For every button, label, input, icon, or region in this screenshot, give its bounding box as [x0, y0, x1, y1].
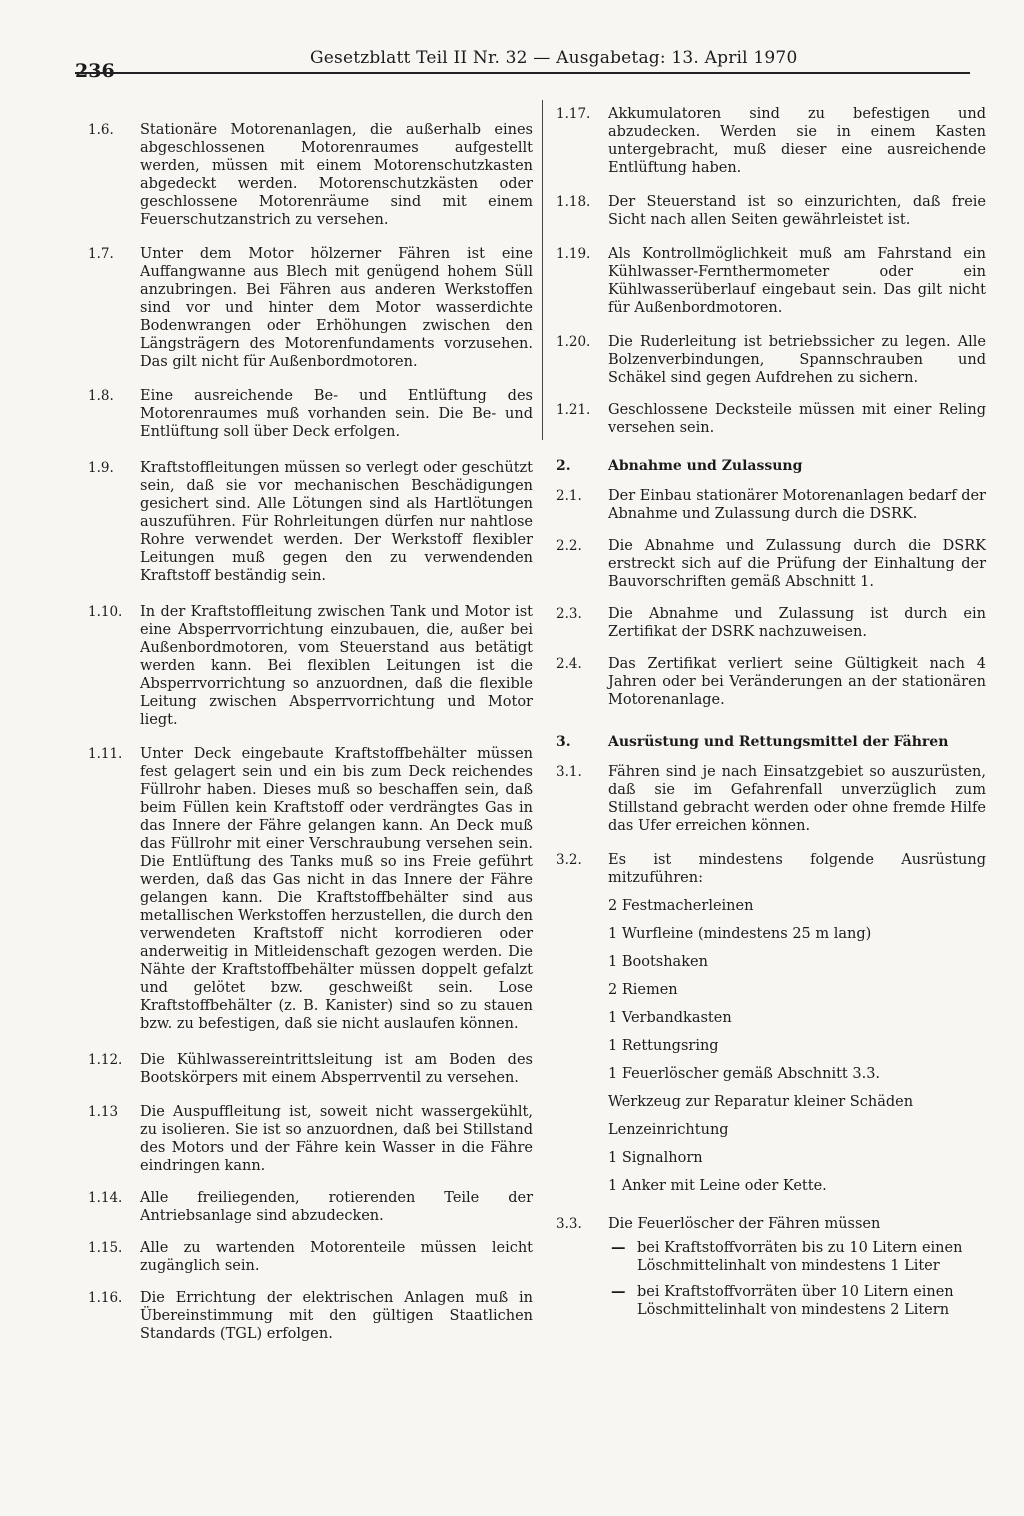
- paragraph-1-20-num: 1.20.: [556, 334, 591, 350]
- section-heading-3-num: 3.: [556, 734, 571, 750]
- paragraph-1-10: [88, 603, 533, 729]
- paragraph-1-9-text: Kraftstoffleitungen müssen so verlegt oder geschützt sein, daß sie vor mechanischen Beschädigungen gesichert sind. Alle Lötungen sind als Hartlötungen auszuführen. Für Rohrleitungen dürfen nur nahtlose Rohre verwendet werden. Der Werkstoff flexibler Leitungen muß gegen den zu verwendenden Kraftstoff beständig sein.: [140, 460, 533, 584]
- extinguisher-requirement-text: bei Kraftstoffvorräten über 10 Litern einen Löschmittelinhalt von mindestens 2 Litern: [637, 1284, 954, 1318]
- equipment-list-item: 1 Feuerlöscher gemäß Abschnitt 3.3.: [608, 1066, 881, 1082]
- paragraph-2-1-num: 2.1.: [556, 488, 582, 504]
- equipment-list-item: Werkzeug zur Reparatur kleiner Schäden: [608, 1094, 914, 1110]
- paragraph-1-20: [556, 333, 986, 387]
- paragraph-1-15-num: 1.15.: [88, 1240, 123, 1256]
- right-column: [556, 105, 986, 1319]
- paragraph-1-21: [556, 401, 986, 437]
- equipment-list-item: 2 Festmacherleinen: [608, 898, 754, 914]
- paragraph-2-4: [556, 655, 986, 709]
- paragraph-1-18: [556, 193, 986, 229]
- paragraph-1-16-text: Die Errichtung der elektrischen Anlagen muß in Übereinstimmung mit den gültigen Staatlichen Standards (TGL) erfolgen.: [140, 1290, 533, 1342]
- header-rule: [75, 72, 970, 74]
- paragraph-1-17: [556, 105, 986, 177]
- paragraph-2-4-num: 2.4.: [556, 656, 582, 672]
- section-heading-2: [556, 457, 986, 475]
- paragraph-1-6-text: Stationäre Motorenanlagen, die außerhalb eines abgeschlossenen Motorenraumes aufgestellt werden, müssen mit einem Motorenschutzkasten abgedeckt werden. Motorenschutzkästen oder geschlossene Motorenräume sind mit einem Feuerschutzanstrich zu versehen.: [140, 122, 533, 228]
- paragraph-1-7: [88, 245, 533, 371]
- paragraph-2-1-text: Der Einbau stationärer Motorenanlagen bedarf der Abnahme und Zulassung durch die DSRK.: [608, 488, 986, 522]
- equipment-list-item: 1 Rettungsring: [608, 1038, 719, 1054]
- paragraph-1-15-text: Alle zu wartenden Motorenteile müssen leicht zugänglich sein.: [140, 1240, 533, 1274]
- paragraph-1-9: [88, 459, 533, 585]
- paragraph-1-14-num: 1.14.: [88, 1190, 123, 1206]
- equipment-list-item: 1 Signalhorn: [608, 1150, 703, 1166]
- paragraph-1-9-num: 1.9.: [88, 460, 114, 476]
- paragraph-1-12-num: 1.12.: [88, 1052, 123, 1068]
- page-number: 236: [75, 60, 115, 82]
- paragraph-2-2-text: Die Abnahme und Zulassung durch die DSRK erstreckt sich auf die Prüfung der Einhaltung der Bauvorschriften gemäß Abschnitt 1.: [608, 538, 986, 590]
- extinguisher-requirement-text: bei Kraftstoffvorräten bis zu 10 Litern einen Löschmittelinhalt von mindestens 1 Liter: [637, 1240, 963, 1274]
- dash-marker: —: [611, 1239, 626, 1256]
- equipment-list-item: 1 Verbandkasten: [608, 1010, 732, 1026]
- paragraph-1-19-text: Als Kontrollmöglichkeit muß am Fahrstand ein Kühlwasser-Fernthermometer oder ein Kühlwasserüberlauf eingebaut sein. Das gilt nicht für Außenbordmotoren.: [608, 246, 986, 316]
- paragraph-1-21-text: Geschlossene Decksteile müssen mit einer Reling versehen sein.: [608, 402, 986, 436]
- paragraph-2-3-text: Die Abnahme und Zulassung ist durch ein Zertifikat der DSRK nachzuweisen.: [608, 606, 986, 640]
- paragraph-1-10-num: 1.10.: [88, 604, 123, 620]
- paragraph-2-2-num: 2.2.: [556, 538, 582, 554]
- paragraph-1-13-text: Die Auspuffleitung ist, soweit nicht wassergekühlt, zu isolieren. Sie ist so anzuordnen, daß bei Stillstand des Motors und der Fähre kein Wasser in die Fähre eindringen kann.: [140, 1104, 533, 1174]
- paragraph-1-13: [88, 1103, 533, 1175]
- paragraph-1-12: [88, 1051, 533, 1087]
- paragraph-1-11-num: 1.11.: [88, 746, 123, 762]
- paragraph-1-11-text: Unter Deck eingebaute Kraftstoffbehälter müssen fest gelagert sein und ein bis zum Deck reichendes Füllrohr haben. Dieses muß so beschaffen sein, daß beim Füllen kein Kraftstoff oder verdrängtes Gas in das Innere der Fähre gelangen kann. An Deck muß das Füllrohr mit einer Verschraubung versehen sein. Die Entlüftung des Tanks muß so ins Freie geführt werden, daß das Gas nicht in das Innere der Fähre gelangen kann. Die Kraftstoffbehälter sind aus metallischen Werkstoffen herzustellen, die durch den verwendeten Kraftstoff nicht korrodieren oder anderweitig in Mitleidenschaft gezogen werden. Die Nähte der Kraftstoffbehälter müssen doppelt gefalzt und gelötet bzw. geschweißt sein. Lose Kraftstoffbehälter (z. B. Kanister) sind so zu stauen bzw. zu befestigen, daß sie nicht auslaufen können.: [140, 746, 534, 1032]
- paragraph-1-12-text: Die Kühlwassereintrittsleitung ist am Boden des Bootskörpers mit einem Absperrventil zu versehen.: [140, 1052, 533, 1086]
- paragraph-1-20-text: Die Ruderleitung ist betriebssicher zu legen. Alle Bolzenverbindungen, Spannschrauben und Schäkel sind gegen Aufdrehen zu sichern.: [608, 334, 986, 386]
- equipment-list-item: Lenzeinrichtung: [608, 1122, 729, 1138]
- paragraph-2-2: [556, 537, 986, 591]
- paragraph-1-21-num: 1.21.: [556, 402, 591, 418]
- column-divider: [542, 100, 543, 440]
- paragraph-1-18-num: 1.18.: [556, 194, 591, 210]
- paragraph-3-1-num: 3.1.: [556, 764, 582, 780]
- paragraph-2-3: [556, 605, 986, 641]
- paragraph-3-3: [556, 1215, 986, 1233]
- paragraph-3-2-num: 3.2.: [556, 852, 582, 868]
- section-heading-3: [556, 733, 986, 751]
- paragraph-2-1: [556, 487, 986, 523]
- paragraph-1-14-text: Alle freiliegenden, rotierenden Teile der Antriebsanlage sind abzudecken.: [140, 1190, 533, 1224]
- paragraph-1-8-num: 1.8.: [88, 388, 114, 404]
- running-head: Gesetzblatt Teil II Nr. 32 — Ausgabetag: 13. April 1970: [310, 48, 798, 68]
- paragraph-1-7-num: 1.7.: [88, 246, 114, 262]
- paragraph-1-16: [88, 1289, 533, 1343]
- equipment-list-item: 1 Wurfleine (mindestens 25 m lang): [608, 926, 872, 942]
- paragraph-2-4-text: Das Zertifikat verliert seine Gültigkeit nach 4 Jahren oder bei Veränderungen an der stationären Motorenanlage.: [608, 656, 986, 708]
- section-heading-2-num: 2.: [556, 458, 571, 474]
- equipment-list-item: 2 Riemen: [608, 982, 678, 998]
- paragraph-1-11: [88, 745, 533, 1033]
- paragraph-1-7-text: Unter dem Motor hölzerner Fähren ist eine Auffangwanne aus Blech mit genügend hohem Süll anzubringen. Bei Fähren aus anderen Werkstoffen sind vor und hinter dem Motor wasserdichte Bodenwrangen oder Erhöhungen zwischen den Längsträgern des Motorenfundaments vorzusehen. Das gilt nicht für Außenbordmotoren.: [140, 246, 533, 370]
- section-heading-2-title: Abnahme und Zulassung: [608, 458, 803, 474]
- paragraph-1-19: [556, 245, 986, 317]
- paragraph-1-8-text: Eine ausreichende Be- und Entlüftung des Motorenraumes muß vorhanden sein. Die Be- und Entlüftung soll über Deck erfolgen.: [140, 388, 533, 440]
- paragraph-1-14: [88, 1189, 533, 1225]
- paragraph-1-8: [88, 387, 533, 441]
- paragraph-3-2: [556, 851, 986, 887]
- section-heading-3-title: Ausrüstung und Rettungsmittel der Fähren: [608, 734, 949, 750]
- extinguisher-requirement: [611, 1283, 986, 1319]
- extinguisher-requirement: [611, 1239, 986, 1275]
- paragraph-2-3-num: 2.3.: [556, 606, 582, 622]
- paragraph-3-2-text: Es ist mindestens folgende Ausrüstung mitzuführen:: [608, 852, 986, 886]
- paragraph-1-6-num: 1.6.: [88, 122, 114, 138]
- paragraph-3-1: [556, 763, 986, 835]
- paragraph-1-13-num: 1.13: [88, 1104, 119, 1120]
- paragraph-1-19-num: 1.19.: [556, 246, 591, 262]
- paragraph-1-17-num: 1.17.: [556, 106, 591, 122]
- paragraph-1-18-text: Der Steuerstand ist so einzurichten, daß freie Sicht nach allen Seiten gewährleistet ist.: [608, 194, 986, 228]
- equipment-list-item: 1 Anker mit Leine oder Kette.: [608, 1178, 827, 1194]
- paragraph-3-1-text: Fähren sind je nach Einsatzgebiet so auszurüsten, daß sie im Gefahrenfall unverzüglich zum Stillstand gebracht werden oder ohne fremde Hilfe das Ufer erreichen können.: [608, 764, 986, 834]
- paragraph-3-3-num: 3.3.: [556, 1216, 582, 1232]
- paragraph-1-15: [88, 1239, 533, 1275]
- paragraph-1-17-text: Akkumulatoren sind zu befestigen und abzudecken. Werden sie in einem Kasten untergebracht, muß dieser eine ausreichende Entlüftung haben.: [608, 106, 986, 176]
- page-header: [0, 0, 1024, 90]
- paragraph-1-10-text: In der Kraftstoffleitung zwischen Tank und Motor ist eine Absperrvorrichtung einzubauen, die, außer bei Außenbordmotoren, vom Steuerstand aus betätigt werden kann. Bei flexiblen Leitungen ist die Absperrvorrichtung so anzuordnen, daß die flexible Leitung zwischen Absperrvorrichtung und Motor liegt.: [140, 604, 533, 728]
- dash-marker: —: [611, 1283, 626, 1300]
- paragraph-1-6: [88, 121, 533, 229]
- paragraph-1-16-num: 1.16.: [88, 1290, 123, 1306]
- paragraph-3-3-text: Die Feuerlöscher der Fähren müssen: [608, 1216, 881, 1232]
- equipment-list-item: 1 Bootshaken: [608, 954, 708, 970]
- left-column: [88, 105, 533, 1343]
